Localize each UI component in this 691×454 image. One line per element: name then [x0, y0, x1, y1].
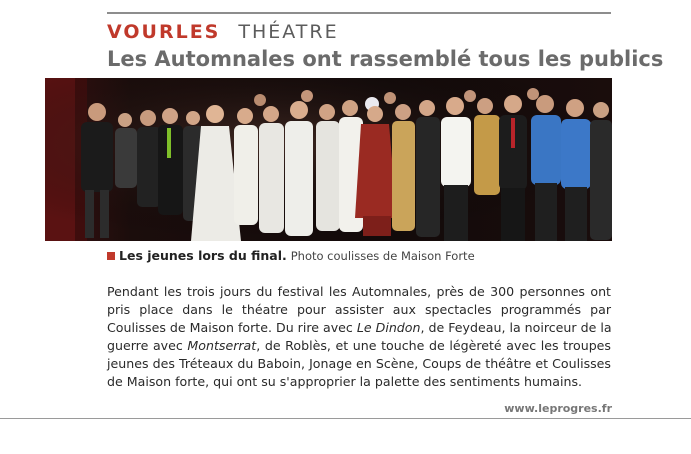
photo-stage-group-icon — [45, 78, 612, 241]
kicker-location: VOURLES — [107, 21, 221, 43]
source-link[interactable]: www.leprogres.fr — [504, 402, 612, 415]
headline: Les Automnales ont rassemblé tous les publics — [107, 47, 664, 71]
body-line: de Maison forte, qui ont su s'approprier la palette des sentiments humains. — [107, 374, 583, 389]
caption-title: Les jeunes lors du final. — [119, 248, 287, 263]
article-body — [107, 283, 611, 391]
body-line: guerre avec Montserrat, de Roblès, et une touche de légèreté avec les troupes — [107, 338, 611, 353]
body-line: jeunes des Tréteaux du Baboin, Jonage en Scène, Coups de théâtre et Coulisses — [107, 356, 611, 371]
body-line: Pendant les trois jours du festival les Automnales, près de 300 personnes ont — [107, 284, 611, 299]
play-title-montserrat: Montserrat — [187, 338, 257, 353]
caption-credit: Photo coulisses de Maison Forte — [290, 249, 475, 263]
body-line: Coulisses de Maison forte. Du rire avec Le Dindon, de Feydeau, la noirceur de la — [107, 320, 612, 335]
kicker-rubric: THÉATRE — [238, 21, 339, 43]
bottom-rule — [0, 418, 691, 419]
top-rule — [107, 12, 611, 14]
photo-caption — [107, 248, 611, 264]
body-line: pris place dans le théatre pour assister aux spectacles programmés par — [107, 302, 611, 317]
caption-square-icon — [107, 252, 115, 260]
play-title-le-dindon: Le Dindon — [356, 320, 421, 335]
kicker — [107, 20, 339, 44]
article-photo — [45, 78, 612, 241]
